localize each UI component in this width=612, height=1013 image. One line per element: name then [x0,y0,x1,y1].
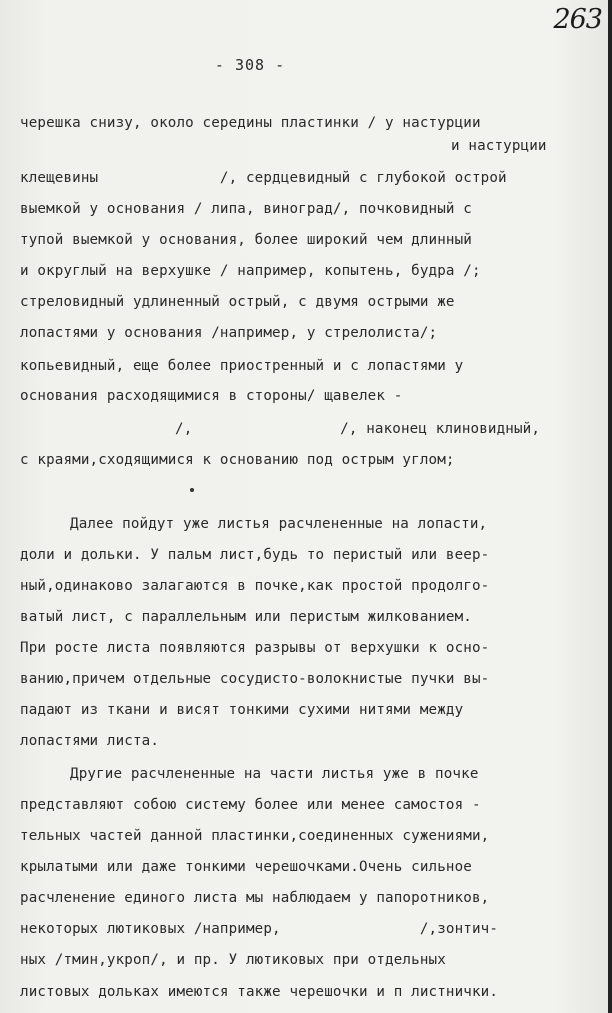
text-line: лопастями у основания /например, у стрелолиста/; [20,325,438,341]
text-line: копьевидный, еще более приостренный и с лопастями у [20,358,464,374]
text-line: стреловидный удлиненный острый, с двумя острыми же [20,294,455,310]
text-line: тупой выемкой у основания, более широкий чем длинный [20,232,472,248]
text-line: расчленение единого листа мы наблюдаем у папоротников, [20,890,490,906]
text-line: Другие расчлененные на части листья уже в почке [70,766,479,782]
text-line: и округлый на верхушке / например, копытень, будра /; [20,263,481,279]
text-line: ватый лист, с параллельным или перистым жилкованием. [20,609,472,625]
page-number: - 308 - [214,56,286,74]
text-line: представляют собою систему более или менее самостоя - [20,797,481,813]
folio-number: 263 [553,4,602,35]
text-line: /, /, наконец клиновидный, [175,421,541,437]
text-line: ванию,причем отдельные сосудисто-волокнистые пучки вы- [20,671,490,687]
text-line: основания расходящимися в стороны/ щавелек - [20,388,403,404]
text-line: Далее пойдут уже листья расчлененные на лопасти, [70,516,488,532]
text-line: черешка снизу, около середины пластинки / у настурции [20,115,481,131]
text-line: крылатыми или даже тонкими черешочками.Очень сильное [20,859,472,875]
page-edge [608,0,612,1013]
text-line: и настурции [451,138,547,154]
text-line: листовых дольках имеются также черешочки и п листнички. [20,984,499,1000]
text-line: клещевины /, сердцевидный с глубокой острой [20,170,507,186]
text-line: ный,одинаково залагаются в почке,как простой продолго- [20,578,490,594]
text-line: При росте листа появляются разрывы от верхушки к осно- [20,640,490,656]
text-line: тельных частей данной пластинки,соединенных сужениями, [20,828,490,844]
text-line: падают из ткани и висят тонкими сухими нитями между [20,702,464,718]
text-line: доли и дольки. У пальм лист,будь то перистый или веер- [20,547,490,563]
text-line: с краями,сходящимися к основанию под острым углом; [20,452,455,468]
text-line: ных /тмин,укроп/, и пр. У лютиковых при отдельных [20,952,446,968]
text-line: лопастями листа. [20,733,160,749]
text-line: выемкой у основания / липа, виноград/, почковидный с [20,201,472,217]
stray-dot [190,488,194,492]
text-line: некоторых лютиковых /например, /,зонтич- [20,921,499,937]
